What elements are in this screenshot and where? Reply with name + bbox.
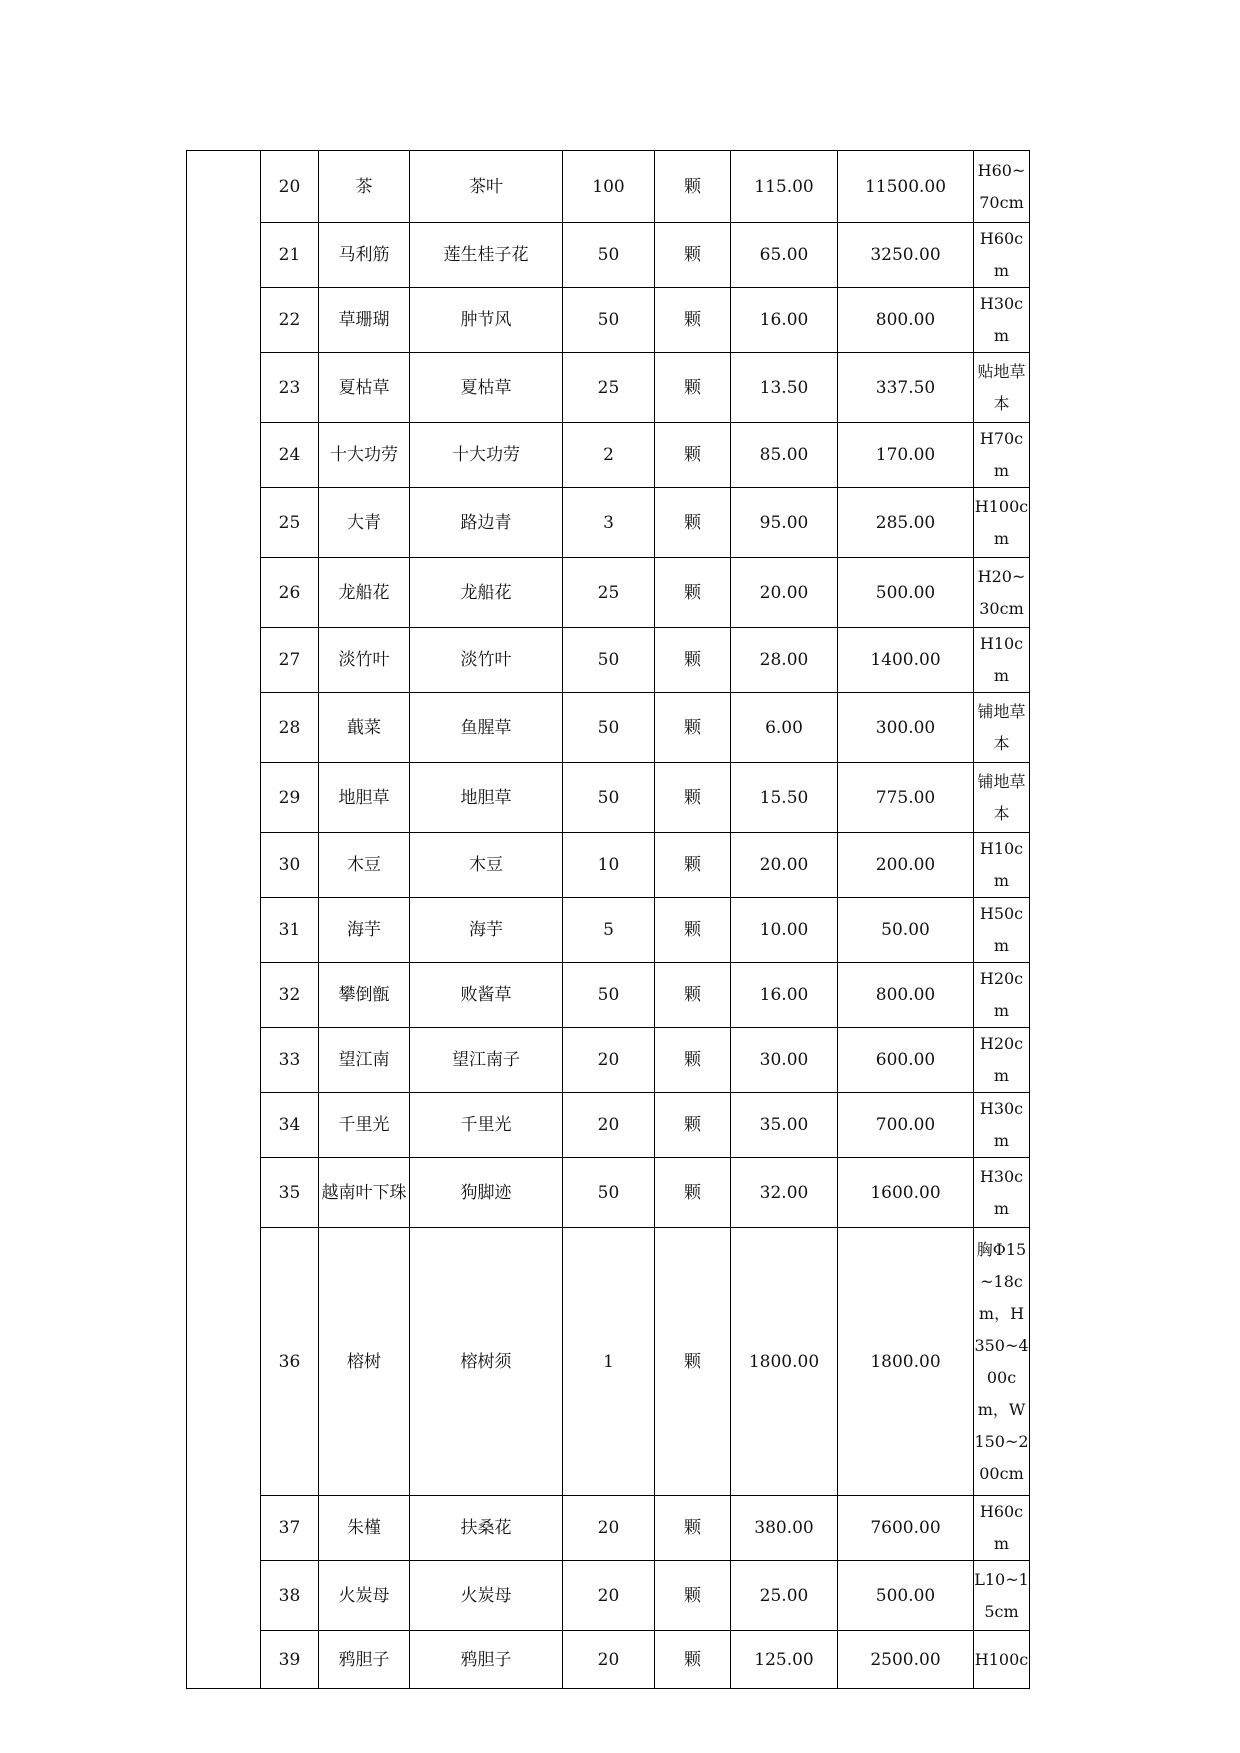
row-number-cell: 23 [261,353,319,423]
table-row [187,423,1030,488]
material-name-cell: 败酱草 [410,963,563,1028]
material-name-cell: 十大功劳 [410,423,563,488]
material-name-cell: 茶叶 [410,151,563,223]
table-row [187,898,1030,963]
row-number-cell: 34 [261,1093,319,1158]
specification-cell: 铺地草本 [974,693,1030,763]
unit-price-cell: 380.00 [731,1496,838,1561]
unit-cell: 颗 [655,1093,731,1158]
table-row [187,1093,1030,1158]
material-name-cell: 淡竹叶 [410,628,563,693]
row-number-cell: 36 [261,1228,319,1496]
unit-price-cell: 1800.00 [731,1228,838,1496]
table-body [187,151,1030,1689]
table-row [187,1028,1030,1093]
unit-price-cell: 65.00 [731,223,838,288]
material-name-cell: 木豆 [410,833,563,898]
specification-cell: H50cm [974,898,1030,963]
quantity-cell: 25 [563,558,655,628]
total-price-cell: 300.00 [838,693,974,763]
total-price-cell: 2500.00 [838,1631,974,1689]
quantity-cell: 5 [563,898,655,963]
total-price-cell: 1600.00 [838,1158,974,1228]
plant-name-cell: 茶 [319,151,410,223]
material-name-cell: 望江南子 [410,1028,563,1093]
specification-cell: H10cm [974,628,1030,693]
table-row [187,963,1030,1028]
plant-name-cell: 攀倒甑 [319,963,410,1028]
row-number-cell: 28 [261,693,319,763]
table-row [187,693,1030,763]
plant-name-cell: 榕树 [319,1228,410,1496]
quantity-cell: 50 [563,693,655,763]
total-price-cell: 700.00 [838,1093,974,1158]
table-row [187,763,1030,833]
row-number-cell: 27 [261,628,319,693]
unit-price-cell: 13.50 [731,353,838,423]
unit-cell: 颗 [655,628,731,693]
total-price-cell: 3250.00 [838,223,974,288]
unit-cell: 颗 [655,151,731,223]
unit-cell: 颗 [655,488,731,558]
table-row [187,288,1030,353]
specification-cell: H20cm [974,963,1030,1028]
quantity-cell: 20 [563,1631,655,1689]
unit-price-cell: 20.00 [731,833,838,898]
total-price-cell: 1800.00 [838,1228,974,1496]
unit-cell: 颗 [655,288,731,353]
table-row [187,1228,1030,1496]
unit-cell: 颗 [655,763,731,833]
specification-cell: L10~15cm [974,1561,1030,1631]
row-number-cell: 20 [261,151,319,223]
quantity-cell: 20 [563,1028,655,1093]
unit-price-cell: 16.00 [731,288,838,353]
unit-cell: 颗 [655,1228,731,1496]
plant-name-cell: 十大功劳 [319,423,410,488]
unit-price-cell: 115.00 [731,151,838,223]
unit-cell: 颗 [655,1631,731,1689]
unit-cell: 颗 [655,423,731,488]
table-row [187,353,1030,423]
quantity-cell: 50 [563,288,655,353]
unit-price-cell: 6.00 [731,693,838,763]
table-row [187,1561,1030,1631]
total-price-cell: 337.50 [838,353,974,423]
specification-cell: H60~70cm [974,151,1030,223]
row-number-cell: 39 [261,1631,319,1689]
specification-cell: H30cm [974,1093,1030,1158]
specification-cell: H70cm [974,423,1030,488]
specification-cell: H100cm [974,488,1030,558]
unit-price-cell: 25.00 [731,1561,838,1631]
specification-cell: H60cm [974,1496,1030,1561]
quantity-cell: 50 [563,628,655,693]
plant-name-cell: 鸦胆子 [319,1631,410,1689]
specification-cell: H10cm [974,833,1030,898]
total-price-cell: 200.00 [838,833,974,898]
row-number-cell: 26 [261,558,319,628]
unit-cell: 颗 [655,1496,731,1561]
unit-cell: 颗 [655,833,731,898]
material-name-cell: 海芋 [410,898,563,963]
unit-price-cell: 95.00 [731,488,838,558]
plant-name-cell: 火炭母 [319,1561,410,1631]
specification-cell: H30cm [974,1158,1030,1228]
plant-name-cell: 马利筋 [319,223,410,288]
specification-cell: H60cm [974,223,1030,288]
row-number-cell: 35 [261,1158,319,1228]
material-name-cell: 狗脚迹 [410,1158,563,1228]
quantity-cell: 20 [563,1496,655,1561]
unit-price-cell: 20.00 [731,558,838,628]
specification-cell: 铺地草本 [974,763,1030,833]
row-number-cell: 37 [261,1496,319,1561]
material-name-cell: 扶桑花 [410,1496,563,1561]
total-price-cell: 500.00 [838,558,974,628]
plant-name-cell: 蕺菜 [319,693,410,763]
plant-name-cell: 地胆草 [319,763,410,833]
total-price-cell: 50.00 [838,898,974,963]
row-number-cell: 25 [261,488,319,558]
quantity-cell: 50 [563,1158,655,1228]
plant-name-cell: 龙船花 [319,558,410,628]
total-price-cell: 500.00 [838,1561,974,1631]
plant-name-cell: 望江南 [319,1028,410,1093]
material-name-cell: 地胆草 [410,763,563,833]
unit-price-cell: 85.00 [731,423,838,488]
unit-price-cell: 32.00 [731,1158,838,1228]
row-number-cell: 33 [261,1028,319,1093]
total-price-cell: 775.00 [838,763,974,833]
total-price-cell: 7600.00 [838,1496,974,1561]
unit-price-cell: 16.00 [731,963,838,1028]
table-row [187,1158,1030,1228]
material-name-cell: 鱼腥草 [410,693,563,763]
plant-name-cell: 淡竹叶 [319,628,410,693]
unit-cell: 颗 [655,353,731,423]
group-column-cell [187,151,261,1689]
quantity-cell: 50 [563,963,655,1028]
material-name-cell: 莲生桂子花 [410,223,563,288]
specification-cell: H100c [974,1631,1030,1689]
unit-price-cell: 125.00 [731,1631,838,1689]
specification-cell: H20~30cm [974,558,1030,628]
plant-name-cell: 夏枯草 [319,353,410,423]
total-price-cell: 600.00 [838,1028,974,1093]
material-name-cell: 榕树须 [410,1228,563,1496]
plant-name-cell: 木豆 [319,833,410,898]
unit-cell: 颗 [655,898,731,963]
row-number-cell: 21 [261,223,319,288]
material-name-cell: 鸦胆子 [410,1631,563,1689]
unit-cell: 颗 [655,1028,731,1093]
specification-cell: 胸Φ15~18cm，H350~400cm，W150~200cm [974,1228,1030,1496]
row-number-cell: 38 [261,1561,319,1631]
row-number-cell: 24 [261,423,319,488]
row-number-cell: 31 [261,898,319,963]
row-number-cell: 22 [261,288,319,353]
plant-name-cell: 大青 [319,488,410,558]
unit-cell: 颗 [655,963,731,1028]
plant-name-cell: 朱槿 [319,1496,410,1561]
specification-cell: 贴地草本 [974,353,1030,423]
total-price-cell: 170.00 [838,423,974,488]
unit-cell: 颗 [655,223,731,288]
material-name-cell: 路边青 [410,488,563,558]
material-name-cell: 火炭母 [410,1561,563,1631]
quantity-cell: 50 [563,223,655,288]
total-price-cell: 11500.00 [838,151,974,223]
unit-price-cell: 10.00 [731,898,838,963]
unit-cell: 颗 [655,1158,731,1228]
quantity-cell: 50 [563,763,655,833]
unit-cell: 颗 [655,693,731,763]
unit-price-cell: 35.00 [731,1093,838,1158]
total-price-cell: 800.00 [838,963,974,1028]
specification-cell: H30cm [974,288,1030,353]
total-price-cell: 285.00 [838,488,974,558]
plant-name-cell: 草珊瑚 [319,288,410,353]
table-row [187,628,1030,693]
row-number-cell: 32 [261,963,319,1028]
unit-price-cell: 30.00 [731,1028,838,1093]
total-price-cell: 1400.00 [838,628,974,693]
plant-name-cell: 千里光 [319,1093,410,1158]
unit-price-cell: 15.50 [731,763,838,833]
table-row [187,833,1030,898]
quantity-cell: 3 [563,488,655,558]
table-row [187,488,1030,558]
plant-price-table [186,150,1030,1689]
table-row [187,1631,1030,1689]
unit-cell: 颗 [655,558,731,628]
row-number-cell: 29 [261,763,319,833]
material-name-cell: 千里光 [410,1093,563,1158]
unit-cell: 颗 [655,1561,731,1631]
total-price-cell: 800.00 [838,288,974,353]
quantity-cell: 25 [563,353,655,423]
quantity-cell: 20 [563,1561,655,1631]
plant-name-cell: 越南叶下珠 [319,1158,410,1228]
table-row [187,151,1030,223]
row-number-cell: 30 [261,833,319,898]
quantity-cell: 20 [563,1093,655,1158]
unit-price-cell: 28.00 [731,628,838,693]
table-row [187,1496,1030,1561]
material-name-cell: 夏枯草 [410,353,563,423]
plant-name-cell: 海芋 [319,898,410,963]
material-name-cell: 龙船花 [410,558,563,628]
table-row [187,223,1030,288]
quantity-cell: 2 [563,423,655,488]
specification-cell: H20cm [974,1028,1030,1093]
quantity-cell: 1 [563,1228,655,1496]
quantity-cell: 100 [563,151,655,223]
quantity-cell: 10 [563,833,655,898]
table-row [187,558,1030,628]
material-name-cell: 肿节风 [410,288,563,353]
